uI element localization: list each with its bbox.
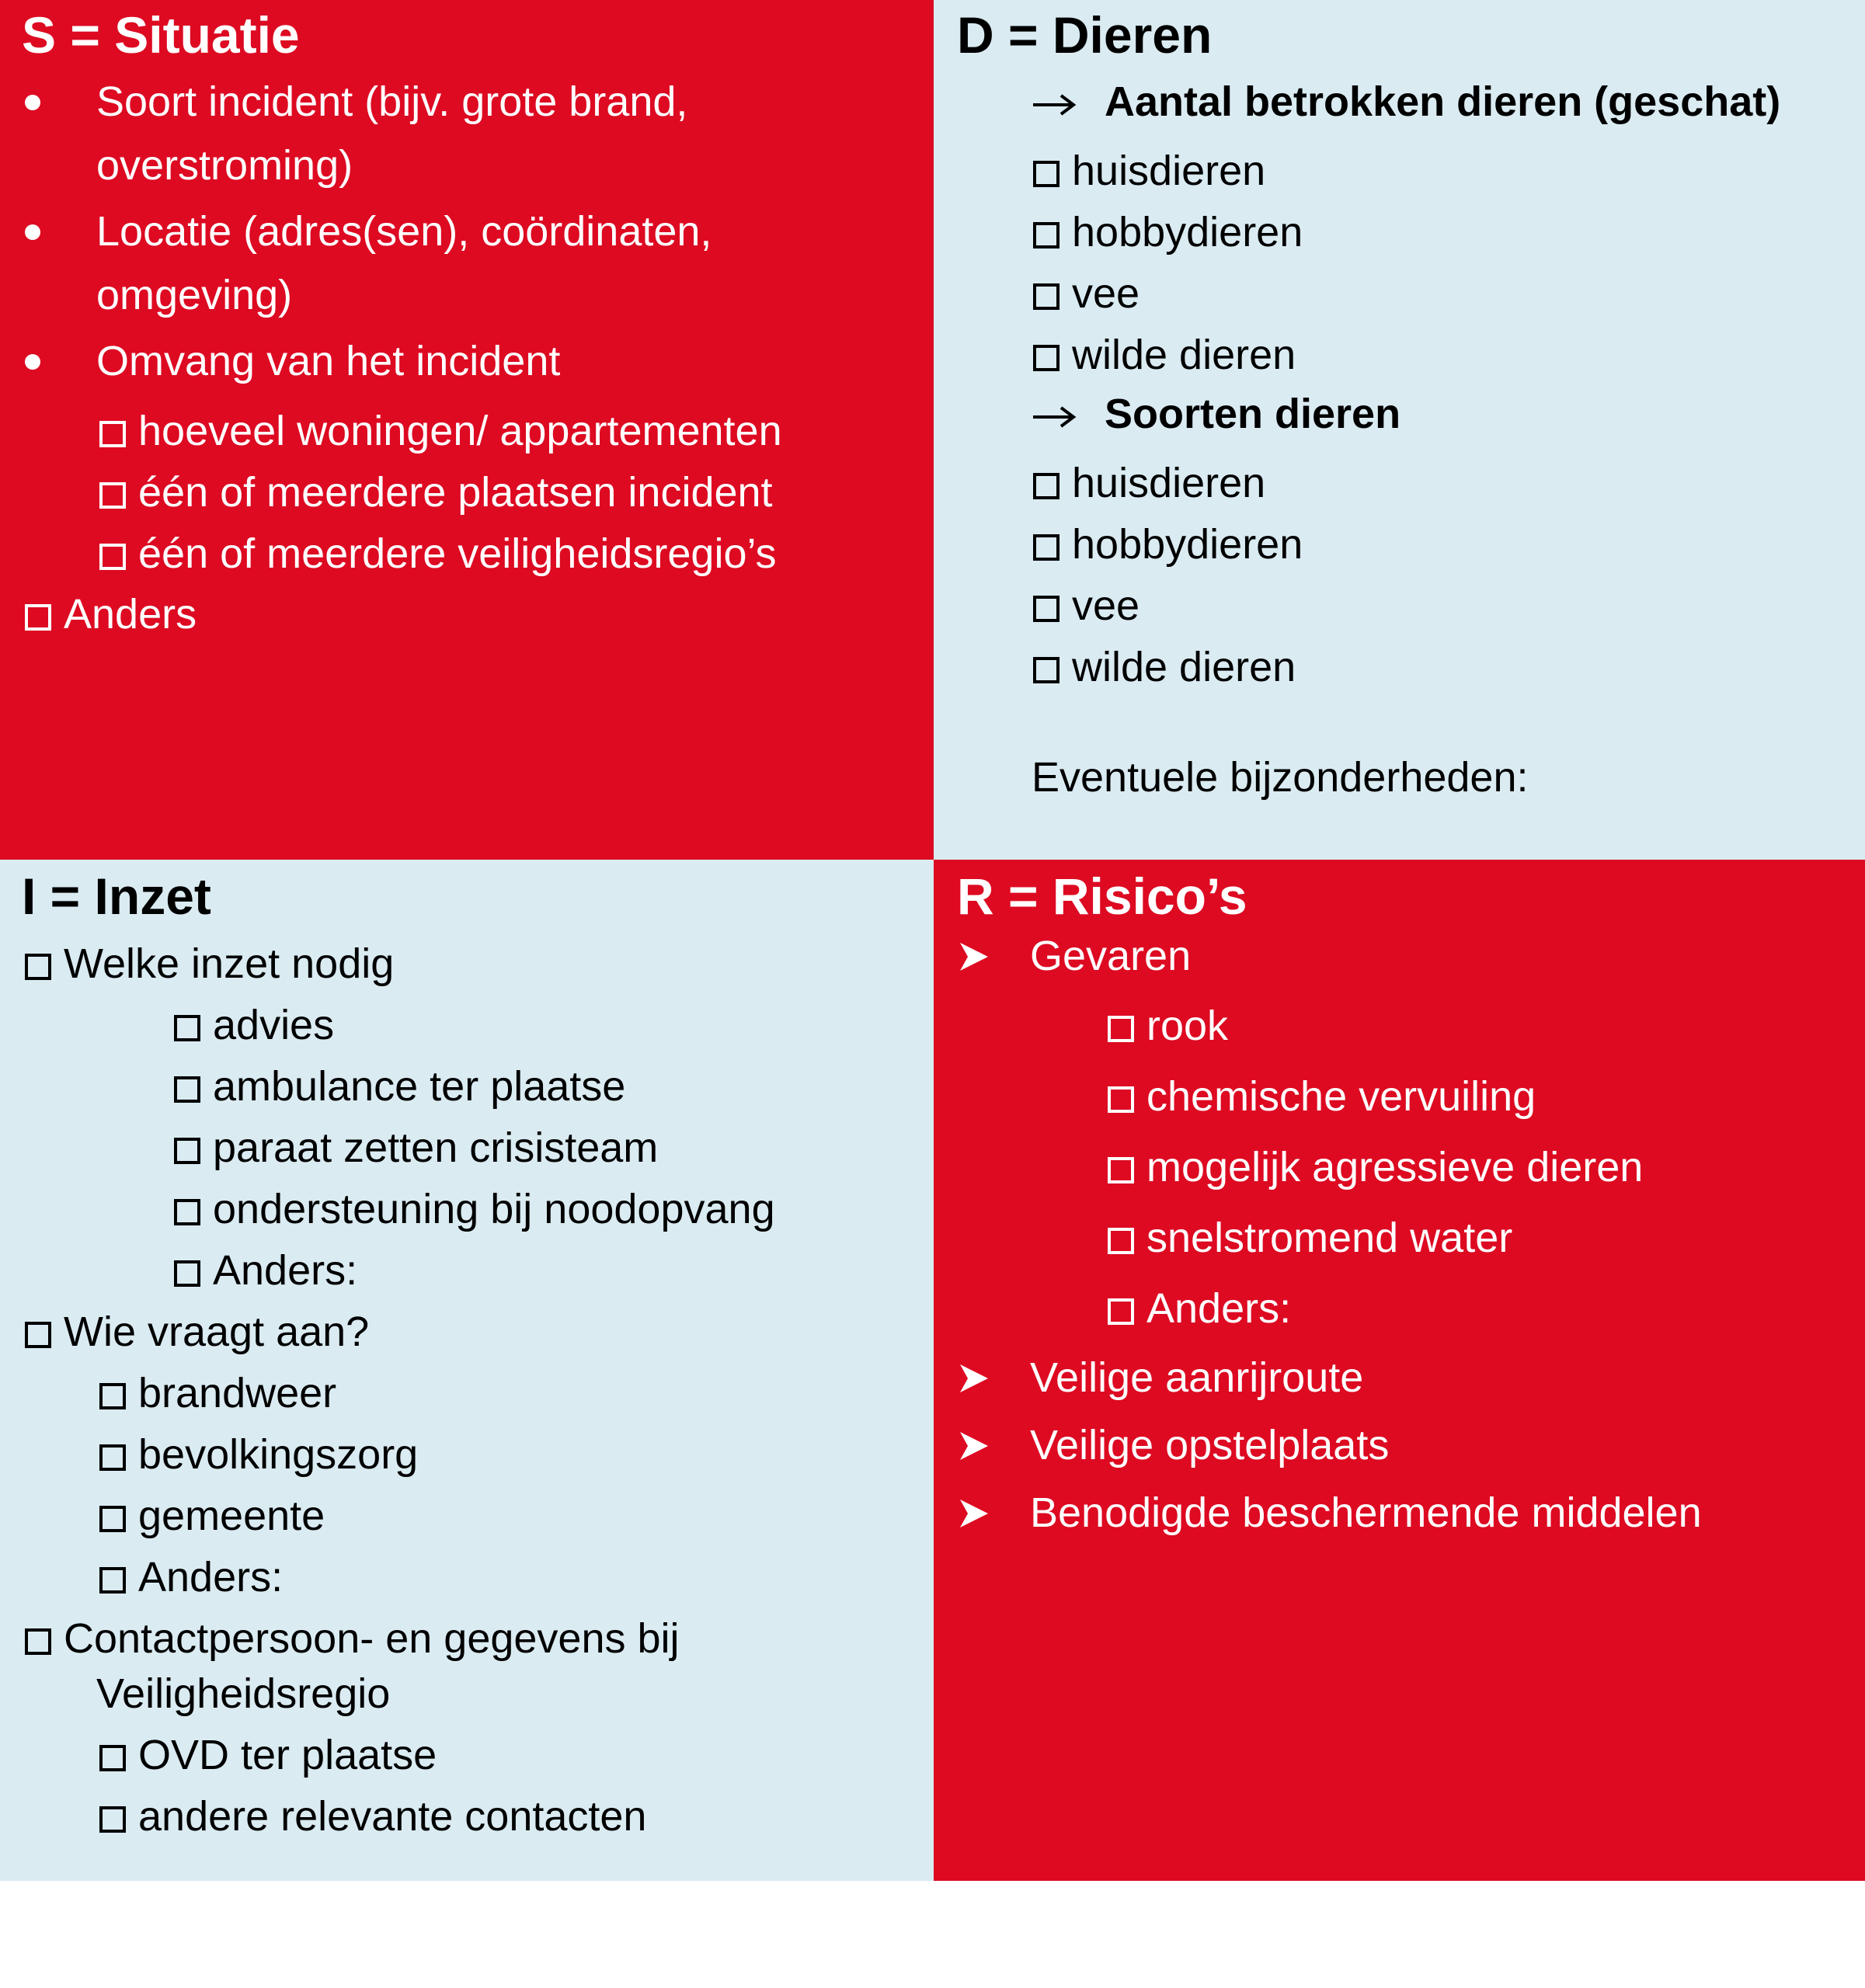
checklist-item-label: Anders — [64, 591, 197, 638]
checklist-item-label: chemische vervuiling — [1146, 1073, 1536, 1120]
soorten-heading: Soorten dieren — [1105, 391, 1401, 437]
checkbox[interactable] — [1033, 657, 1060, 683]
dieren-title: D = Dieren — [957, 6, 1213, 64]
checkbox[interactable] — [174, 1076, 200, 1103]
checklist-item[interactable] — [174, 1124, 659, 1171]
checkbox[interactable] — [1033, 596, 1060, 622]
bullet-icon — [25, 354, 40, 370]
checklist-item-label: hoeveel woningen/ appartementen — [138, 408, 782, 454]
checklist-item[interactable] — [174, 1004, 334, 1046]
checkbox[interactable] — [99, 482, 126, 509]
checkbox[interactable] — [174, 1199, 200, 1225]
checkbox[interactable] — [1108, 1086, 1134, 1113]
checklist-item[interactable] — [1033, 462, 1265, 504]
right-arrow-icon — [1032, 401, 1077, 433]
checkbox[interactable] — [99, 1567, 126, 1594]
checklist-item-label: brandweer — [138, 1370, 337, 1416]
checklist-item[interactable] — [1033, 270, 1140, 317]
checkbox[interactable] — [99, 421, 126, 447]
checklist-item[interactable] — [174, 1188, 775, 1230]
checkbox[interactable] — [1033, 473, 1060, 499]
risicos-title: R = Risico’s — [957, 867, 1247, 925]
risk-point: Veilige aanrijroute — [1030, 1354, 1364, 1401]
checkbox[interactable] — [1033, 222, 1060, 248]
checklist-item-label: één of meerdere plaatsen incident — [138, 469, 773, 516]
checklist-item-label: vee — [1072, 270, 1140, 317]
checklist-item[interactable] — [1033, 582, 1140, 629]
checklist-item[interactable] — [99, 410, 782, 452]
checkbox[interactable] — [1033, 283, 1060, 310]
checklist-item[interactable] — [174, 1247, 358, 1294]
checklist-item-label: Wie vraagt aan? — [64, 1309, 370, 1355]
checklist-item[interactable] — [25, 1311, 369, 1353]
checklist-item-label: huisdieren — [1072, 148, 1266, 194]
checklist-item[interactable] — [1108, 1005, 1228, 1047]
checklist-item-label: gemeente — [138, 1493, 325, 1539]
checkbox[interactable] — [25, 954, 51, 980]
checkbox[interactable] — [25, 1322, 51, 1348]
checklist-item-label: Anders: — [1146, 1285, 1292, 1332]
checklist-item-label: vee — [1072, 582, 1140, 629]
checkbox[interactable] — [99, 1745, 126, 1771]
checklist-item-label: OVD ter plaatse — [138, 1732, 437, 1778]
checklist-item-label: hobbydieren — [1072, 209, 1303, 255]
checkbox[interactable] — [1108, 1298, 1134, 1325]
checklist-item[interactable] — [1108, 1217, 1512, 1259]
checkbox[interactable] — [25, 604, 51, 631]
checklist-item[interactable] — [99, 530, 777, 577]
bullet-text-continued: overstroming) — [96, 142, 353, 189]
gevaren-label: Gevaren — [1030, 933, 1192, 979]
checkbox[interactable] — [1033, 534, 1060, 561]
checkbox[interactable] — [1033, 161, 1060, 187]
checklist-item[interactable] — [1033, 150, 1265, 192]
checkbox[interactable] — [99, 1383, 126, 1409]
checklist-item-label: snelstromend water — [1146, 1215, 1513, 1261]
checkbox[interactable] — [99, 1444, 126, 1471]
right-arrow-icon — [1032, 89, 1077, 120]
checklist-item[interactable] — [1108, 1146, 1643, 1188]
checklist-item-label: hobbydieren — [1072, 521, 1303, 568]
checklist-item-label: Anders: — [213, 1247, 358, 1294]
checklist-item-label: Contactpersoon- en gegevens bij — [64, 1615, 680, 1662]
arrowhead-bullet-icon — [959, 1498, 990, 1529]
checklist-item[interactable] — [1108, 1073, 1536, 1120]
checklist-item[interactable] — [99, 1431, 419, 1478]
bullet-text: Locatie (adres(sen), coördinaten, — [96, 208, 712, 255]
checklist-item-label: wilde dieren — [1072, 332, 1296, 378]
bullet-text: Soort incident (bijv. grote brand, — [96, 78, 688, 125]
arrowhead-bullet-icon — [959, 1363, 990, 1394]
checkbox[interactable] — [25, 1628, 51, 1655]
checklist-item[interactable] — [99, 1734, 437, 1776]
checklist-item[interactable] — [99, 1495, 325, 1537]
checkbox[interactable] — [1033, 345, 1060, 371]
risicos-panel — [934, 860, 1865, 1881]
arrowhead-bullet-icon — [959, 941, 990, 972]
checklist-item-label: paraat zetten crisisteam — [213, 1124, 659, 1171]
checklist-item-label-continued: Veiligheidsregio — [96, 1670, 391, 1717]
dieren-panel — [934, 0, 1865, 860]
checkbox[interactable] — [174, 1138, 200, 1164]
checklist-item[interactable] — [174, 1063, 626, 1110]
checkbox[interactable] — [99, 544, 126, 570]
checklist-item[interactable] — [25, 940, 395, 987]
checklist-item[interactable] — [99, 1556, 283, 1598]
checklist-item-label: wilde dieren — [1072, 644, 1296, 690]
risk-point: Veilige opstelplaats — [1030, 1422, 1390, 1468]
checklist-item[interactable] — [1033, 646, 1296, 688]
bullet-text-continued: omgeving) — [96, 272, 293, 318]
checklist-item[interactable] — [25, 591, 197, 638]
checklist-item[interactable] — [1033, 521, 1303, 568]
bullet-text: Omvang van het incident — [96, 338, 561, 384]
checklist-item[interactable] — [99, 1372, 336, 1414]
situatie-title: S = Situatie — [22, 6, 300, 64]
checkbox[interactable] — [1108, 1016, 1134, 1042]
checklist-item-label: advies — [213, 1002, 335, 1048]
bijzonderheden-label: Eventuele bijzonderheden: — [1032, 754, 1529, 801]
aantal-heading: Aantal betrokken dieren (geschat) — [1105, 78, 1781, 125]
inzet-title: I = Inzet — [22, 867, 211, 925]
checklist-item-label: ambulance ter plaatse — [213, 1063, 626, 1110]
bullet-icon — [25, 95, 40, 110]
checklist-item-label: bevolkingszorg — [138, 1431, 419, 1478]
risk-point: Benodigde beschermende middelen — [1030, 1489, 1702, 1536]
checklist-item-label: mogelijk agressieve dieren — [1146, 1144, 1644, 1190]
checkbox[interactable] — [1108, 1157, 1134, 1183]
checklist-item[interactable] — [25, 1615, 680, 1662]
checklist-item-label: ondersteuning bij noodopvang — [213, 1186, 775, 1232]
checklist-item[interactable] — [1033, 334, 1296, 376]
checklist-item[interactable] — [99, 469, 773, 516]
situatie-panel — [0, 0, 934, 860]
checklist-item-label: rook — [1146, 1003, 1229, 1049]
checklist-item-label: Anders: — [138, 1554, 284, 1600]
checklist-item-label: andere relevante contacten — [138, 1793, 647, 1840]
checkbox[interactable] — [174, 1260, 200, 1287]
bullet-icon — [25, 224, 40, 240]
arrowhead-bullet-icon — [959, 1430, 990, 1461]
checkbox[interactable] — [99, 1806, 126, 1833]
inzet-panel — [0, 860, 934, 1881]
checklist-item-label: één of meerdere veiligheidsregio’s — [138, 530, 777, 577]
checkbox[interactable] — [1108, 1228, 1134, 1254]
checkbox[interactable] — [99, 1506, 126, 1532]
checklist-item[interactable] — [1108, 1285, 1292, 1332]
checklist-item[interactable] — [99, 1793, 647, 1840]
checklist-item-label: Welke inzet nodig — [64, 940, 395, 987]
checklist-item[interactable] — [1033, 211, 1303, 253]
checkbox[interactable] — [174, 1015, 200, 1041]
checklist-item-label: huisdieren — [1072, 460, 1266, 506]
